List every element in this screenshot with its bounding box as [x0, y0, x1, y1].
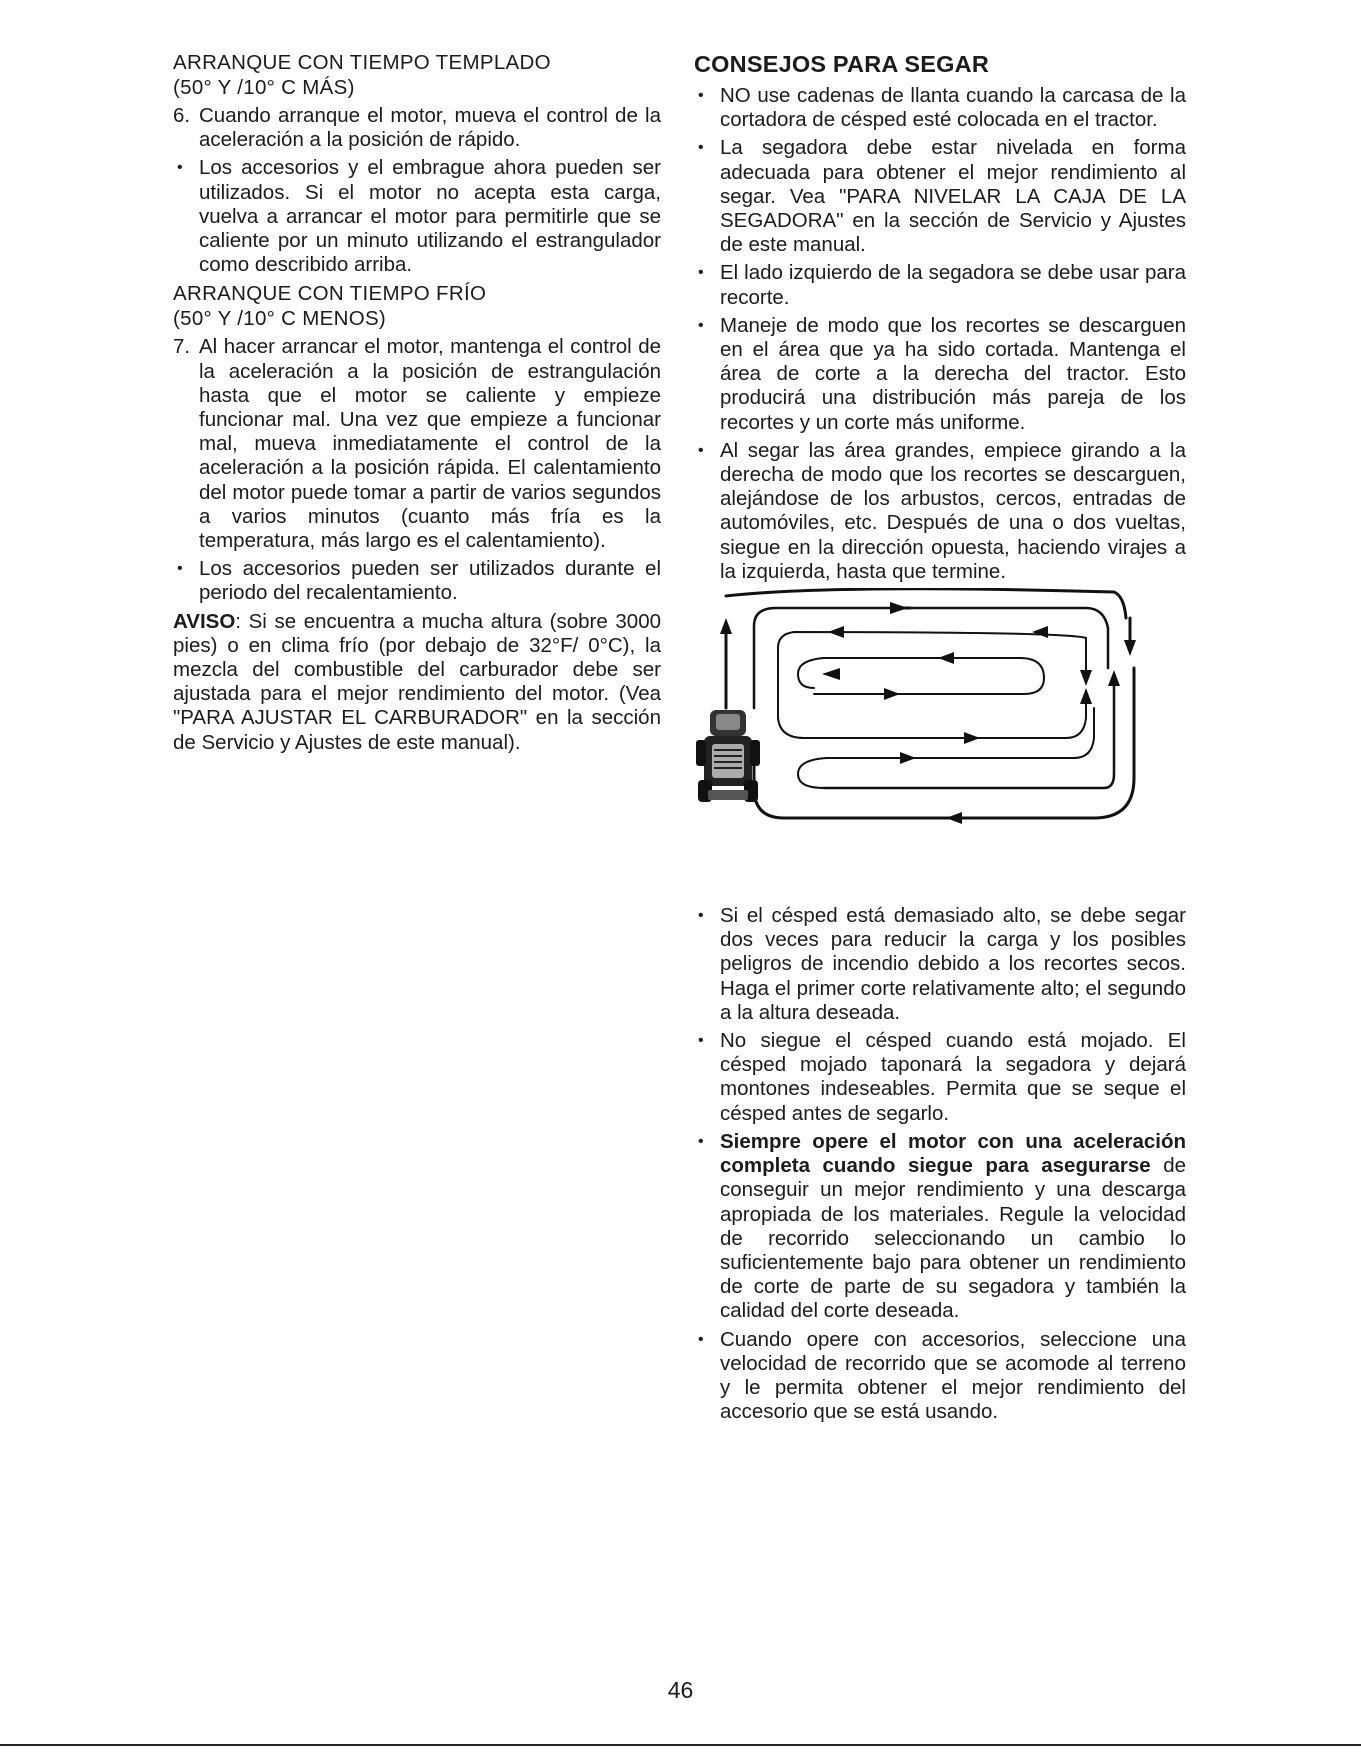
list-item-text: Maneje de modo que los recortes se descarguen en el área que ya ha sido cortada. Mantenga el área de corte a la derecha del tractor. Esto producirá una distribución más pareja de los recortes y un corte más uniforme. — [720, 313, 1186, 434]
notice-text: : Si se encuentra a mucha altura (sobre 3000 pies) o en clima frío (por debajo de 32°F/ 0°C), la mezcla del combustible del carburador debe ser ajustada para el mejor rendimiento del motor. (Vea "PARA AJUSTAR EL CARBURADOR" en la sección de Servicio y Ajustes de este manual). — [173, 609, 661, 754]
list-item-text — [720, 1130, 1186, 1322]
page-number: 46 — [667, 1677, 694, 1703]
mowing-path-spiral-icon — [694, 588, 1186, 878]
list-item — [694, 84, 1186, 132]
bullet-icon: • — [177, 159, 183, 177]
notice-paragraph — [173, 610, 661, 755]
list-item-text: NO use cadenas de llanta cuando la carcasa de la cortadora de césped esté colocada en el tractor. — [720, 84, 1186, 132]
bullet-icon: • — [698, 87, 704, 104]
warm-start-heading: ARRANQUE CON TIEMPO TEMPLADO — [173, 51, 551, 74]
step-6 — [173, 104, 661, 152]
emphasis-text: Siempre opere el motor con una aceleración completa cuando siegue para asegurarse — [720, 1129, 1186, 1178]
left-column — [173, 50, 661, 755]
list-item-text: El lado izquierdo de la segadora se debe usar para recorte. — [720, 261, 1186, 309]
list-item — [173, 557, 661, 605]
bullet-icon: • — [698, 1132, 704, 1150]
list-item — [694, 261, 1186, 309]
bullet-icon: • — [698, 1330, 704, 1348]
step-number: 7. — [173, 335, 191, 359]
list-item — [694, 1130, 1186, 1324]
list-item — [694, 1029, 1186, 1126]
step-number: 6. — [173, 104, 191, 127]
notice-label: AVISO — [173, 609, 236, 633]
mowing-tips-list — [694, 84, 1186, 584]
list-item — [694, 136, 1186, 257]
list-item — [694, 439, 1186, 584]
warm-start-temperature: (50° Y /10° C MÁS) — [173, 76, 355, 99]
right-column — [694, 50, 1186, 1428]
bullet-icon: • — [698, 907, 704, 925]
mowing-pattern-diagram — [694, 588, 1186, 878]
list-item — [694, 1328, 1186, 1425]
bullet-icon: • — [698, 139, 704, 157]
list-item — [694, 314, 1186, 435]
bullet-icon: • — [698, 1032, 704, 1050]
step-7 — [173, 335, 661, 553]
footer-divider — [0, 1744, 1361, 1746]
list-item-text: No siegue el césped cuando está mojado. El césped mojado taponará la segadora y dejará montones indeseables. Permita que se seque el césped antes de segarlo. — [720, 1029, 1186, 1125]
bullet-icon: • — [698, 441, 704, 459]
cold-start-temperature: (50° Y /10° C MENOS) — [173, 307, 387, 331]
step-text: Al hacer arrancar el motor, mantenga el control de la aceleración a la posición de estrangulación hasta que el motor se caliente y empieze funcionar mal. Una vez que empieze a funcionar mal, mueva inmediatamente el control de la aceleración a la posición rápida. El calentamiento del motor puede tomar a partir de varios segundos a varios minutos (cuanto más fría es la temperatura, más largo es el calentamiento). — [199, 335, 661, 553]
list-item — [694, 904, 1186, 1025]
list-item — [173, 156, 661, 277]
list-item-text: Los accesorios pueden ser utilizados durante el periodo del recalentamiento. — [199, 557, 661, 605]
list-item-text-rest: de conseguir un mejor rendimiento y una descarga apropiada de los materiales. Regule la velocidad de recorrido seleccionando un cambio lo suficientemente bajo para obtener un rendimiento de corte de parte de su segadora y también la calidad del corte deseada. — [720, 1154, 1187, 1323]
section-title: CONSEJOS PARA SEGAR — [694, 51, 989, 77]
list-item-text: La segadora debe estar nivelada en forma adecuada para obtener el mejor rendimiento al segar. Vea "PARA NIVELAR LA CAJA DE LA SEGADORA" en la sección de Servicio y Ajustes de este manual. — [720, 136, 1186, 257]
cold-start-heading: ARRANQUE CON TIEMPO FRÍO — [173, 282, 487, 306]
list-item-text: Si el césped está demasiado alto, se debe segar dos veces para reducir la carga y los posibles peligros de incendio debido a los recortes secos. Haga el primer corte relativamente alto; el segundo a la altura deseada. — [720, 904, 1186, 1024]
list-item-text: Cuando opere con accesorios, seleccione una velocidad de recorrido que se acomode al terreno y le permita obtener el mejor rendimiento del accesorio que se está usando. — [720, 1327, 1186, 1424]
list-item-text: Al segar las área grandes, empiece girando a la derecha de modo que los recortes se descarguen, alejándose de los arbustos, cercos, entradas de automóviles, etc. Después de una o dos vueltas, siegue en la dirección opuesta, haciendo virajes a la izquierda, hasta que termine. — [720, 438, 1186, 583]
bullet-icon: • — [177, 560, 183, 578]
list-item-text: Los accesorios y el embrague ahora pueden ser utilizados. Si el motor no acepta esta carga, vuelva a arrancar el motor para permitirle que se caliente por un minuto utilizando el estrangulador como describido arriba. — [199, 156, 661, 277]
bullet-icon: • — [698, 316, 704, 334]
lawn-tractor-icon — [694, 700, 764, 810]
bullet-icon: • — [698, 264, 704, 282]
step-text: Cuando arranque el motor, mueva el control de la aceleración a la posición de rápido. — [199, 104, 661, 152]
